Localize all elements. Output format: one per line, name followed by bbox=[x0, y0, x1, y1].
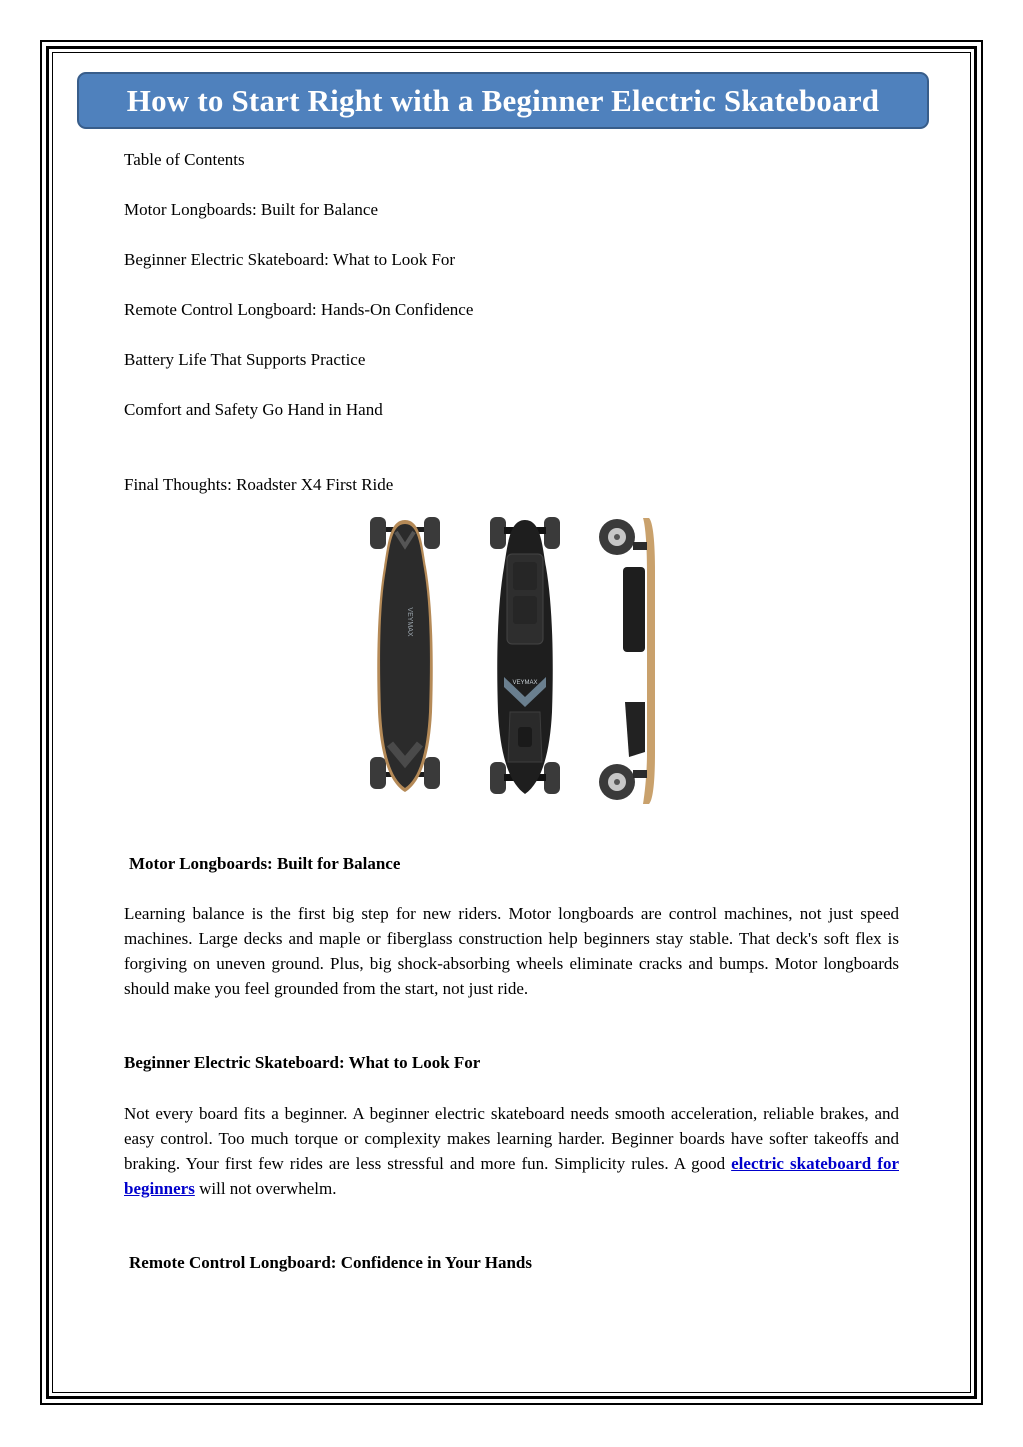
title-banner bbox=[77, 72, 929, 129]
page-title: How to Start Right with a Beginner Electric Skateboard bbox=[126, 82, 880, 118]
toc-item-beginner-board[interactable]: Beginner Electric Skateboard: What to Look For bbox=[124, 250, 456, 269]
toc-heading: Table of Contents bbox=[124, 150, 245, 169]
beginner-skateboard-link[interactable]: electric skateboard for beginners bbox=[124, 1154, 899, 1198]
brand-logo-top: VEYMAX bbox=[406, 607, 413, 637]
toc-item-final-thoughts[interactable]: Final Thoughts: Roadster X4 First Ride bbox=[124, 475, 394, 494]
section-body-beginner-tail: will not overwhelm. bbox=[194, 1179, 337, 1198]
toc-item-comfort-safety[interactable]: Comfort and Safety Go Hand in Hand bbox=[124, 400, 383, 419]
skateboard-bottom-view bbox=[490, 517, 560, 794]
skateboard-top-view bbox=[370, 517, 440, 792]
toc-item-remote-control[interactable]: Remote Control Longboard: Hands-On Confidence bbox=[124, 300, 474, 319]
skateboard-product-image bbox=[360, 512, 680, 812]
skateboard-side-view bbox=[599, 518, 655, 804]
brand-logo-bottom: VEYMAX bbox=[512, 680, 538, 686]
toc-item-motor-longboards[interactable]: Motor Longboards: Built for Balance bbox=[124, 200, 379, 219]
section-body-beginner-board bbox=[124, 1101, 899, 1201]
section-heading-beginner-board: Beginner Electric Skateboard: What to Look For bbox=[124, 1053, 481, 1072]
section-heading-remote-control: Remote Control Longboard: Confidence in Your Hands bbox=[129, 1253, 532, 1272]
section-body-motor-longboards: Learning balance is the first big step for new riders. Motor longboards are control machines, not just speed machines. Large decks and maple or fiberglass construction help beginners stay stable. That deck's soft flex is forgiving on uneven ground. Plus, big shock-absorbing wheels eliminate cracks and bumps. Motor longboards should make you feel grounded from the start, not just ride. bbox=[124, 904, 899, 998]
section-heading-motor-longboards: Motor Longboards: Built for Balance bbox=[129, 854, 401, 873]
section-body-beginner-text: Not every board fits a beginner. A beginner electric skateboard needs smooth acceleration, reliable brakes, and easy control. Too much torque or complexity makes learning harder. Beginner boards have softer takeoffs and braking. Your first few rides are less stressful and more fun. Simplicity rules. A good bbox=[124, 1104, 899, 1173]
toc-item-battery-life[interactable]: Battery Life That Supports Practice bbox=[124, 350, 366, 369]
